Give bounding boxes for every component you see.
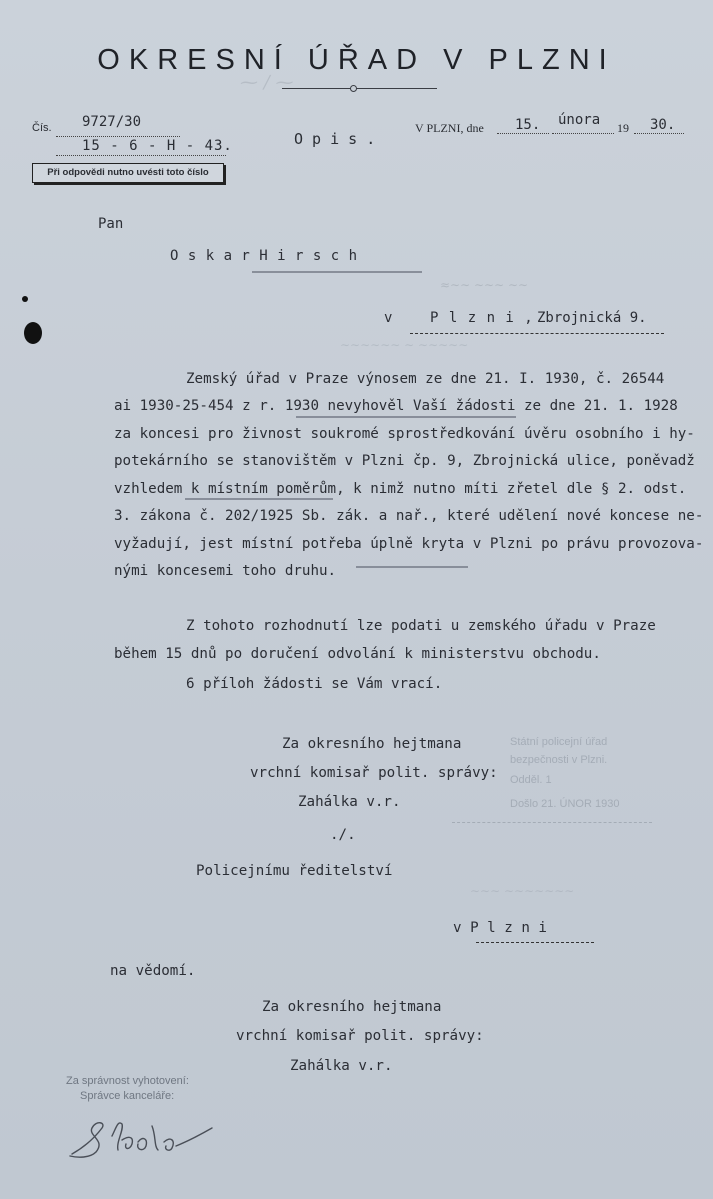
addressee-city: P l z n i , xyxy=(430,310,534,326)
punch-hole xyxy=(24,322,42,344)
date-century: 19 xyxy=(617,121,629,135)
signature-2-line-1: Za okresního hejtmana xyxy=(262,999,442,1015)
signature-scribble xyxy=(66,1106,226,1166)
header-ornament xyxy=(350,85,357,92)
reference-number: 9727/30 xyxy=(82,114,142,130)
header-rule xyxy=(282,88,437,89)
file-code-dotted-line xyxy=(56,152,226,156)
addressee-city-prefix: v xyxy=(384,310,393,326)
addressee-name-underline xyxy=(252,271,422,273)
ink-underline-2 xyxy=(185,498,333,500)
certification-line-1: Za správnost vyhotovení: xyxy=(66,1075,189,1087)
paragraph-line-2: ai 1930-25-454 z r. 1930 nevyhověl Vaší žádosti ze dne 21. 1. 1928 xyxy=(114,398,678,414)
paragraph-line-7: vyžadují, jest místní potřeba úplně kryta v Plzni po právu provozova- xyxy=(114,536,704,552)
paragraph-line-5: vzhledem k místním poměrům, k nimž nutno míti zřetel dle § 2. odst. xyxy=(114,481,687,497)
attachments-note: 6 příloh žádosti se Vám vrací. xyxy=(186,676,443,692)
paragraph-line-4: potekárního se stanovištěm v Plzni čp. 9, Zbrojnická ulice, poněvadž xyxy=(114,453,695,469)
date-year: 30. xyxy=(650,117,676,133)
pencil-note-2: ∼∼∼∼∼∼ ∼ ∼∼∼∼∼ xyxy=(340,338,469,352)
signature-2-line-3: Zahálka v.r. xyxy=(290,1058,393,1074)
recipient-2-city: v P l z n i xyxy=(453,920,547,936)
punch-hole-small xyxy=(22,296,28,302)
paragraph-line-6: 3. zákona č. 202/1925 Sb. zák. a nař., které udělení nové koncese ne- xyxy=(114,508,704,524)
stamp-line-3: Odděl. 1 xyxy=(510,774,552,786)
addressee-rule xyxy=(410,333,664,334)
signature-1-line-1: Za okresního hejtmana xyxy=(282,736,462,752)
signature-1-line-2: vrchní komisař polit. správy: xyxy=(250,765,498,781)
pencil-note-3: ∼∼∼ ∼∼∼∼∼∼∼ xyxy=(470,884,575,898)
file-code: 15 - 6 - H - 43. xyxy=(82,138,233,154)
stamp-rule xyxy=(452,822,652,823)
paragraph-line-1: Zemský úřad v Praze výnosem ze dne 21. I. 1930, č. 26544 xyxy=(186,371,665,387)
month-dotted-line xyxy=(552,129,614,134)
recipient-2-rule xyxy=(476,942,594,943)
paragraph-line-8: nými koncesemi toho druhu. xyxy=(114,563,337,579)
certification-line-2: Správce kanceláře: xyxy=(80,1090,175,1102)
pencil-note: ≈∼∼ ∼∼∼ ∼∼ xyxy=(440,278,529,292)
stamp-line-1: Státní policejní úřad xyxy=(510,736,608,748)
ink-underline-1 xyxy=(296,416,516,418)
reference-label: Čís. xyxy=(32,122,52,134)
handwritten-signature xyxy=(66,1106,226,1166)
bleed-through-mark: ⁓ ∕ ⁓ xyxy=(240,72,294,93)
reference-notice-box: Při odpovědi nutno uvésti toto číslo xyxy=(32,163,224,183)
stamp-line-2: bezpečnosti v Plzni. xyxy=(510,754,608,766)
signature-1-line-3: Zahálka v.r. xyxy=(298,794,401,810)
addressee-street: Zbrojnická 9. xyxy=(537,310,647,326)
place-date-prefix: V PLZNI, dne xyxy=(415,121,484,135)
appeal-line-1: Z tohoto rozhodnutí lze podati u zemského úřadu v Praze xyxy=(186,618,656,634)
date-month: února xyxy=(558,112,601,128)
received-stamp xyxy=(452,736,662,836)
salutation: Pan xyxy=(98,216,124,232)
separator: ./. xyxy=(330,827,356,843)
cc-note: na vědomí. xyxy=(110,963,196,979)
paragraph-line-3: za koncesi pro živnost soukromé sprostředkování úvěru osobního i hy- xyxy=(114,426,695,442)
date-day: 15. xyxy=(515,117,541,133)
signature-2-line-2: vrchní komisař polit. správy: xyxy=(236,1028,484,1044)
stamp-line-4: Došlo 21. ÚNOR 1930 xyxy=(510,798,620,810)
office-title: OKRESNÍ ÚŘAD V PLZNI xyxy=(97,44,616,76)
recipient-2-name: Policejnímu ředitelství xyxy=(196,863,393,879)
addressee-name: O s k a r H i r s c h xyxy=(170,248,358,264)
appeal-line-2: během 15 dnů po doručení odvolání k ministerstvu obchodu. xyxy=(114,646,601,662)
copy-mark: O p i s . xyxy=(294,130,376,148)
ink-underline-3 xyxy=(356,566,468,568)
